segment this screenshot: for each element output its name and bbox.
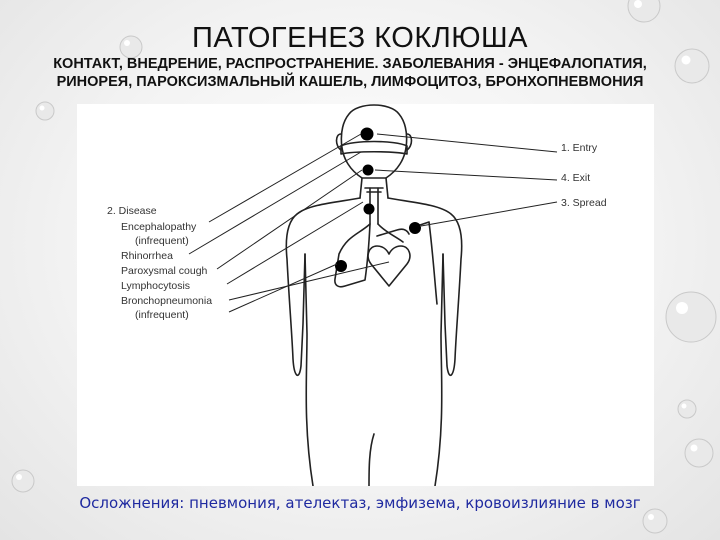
water-drop-decoration — [10, 468, 36, 494]
disease-item: Paroxysmal cough — [121, 265, 208, 277]
neck-outline — [360, 178, 362, 198]
water-drop-decoration — [624, 0, 664, 24]
step-spread-label: 3. Spread — [561, 197, 607, 209]
disease-heading: 2. Disease — [107, 205, 157, 217]
disease-leader-line — [229, 262, 389, 300]
heart — [368, 246, 410, 286]
body-outline-left — [286, 198, 360, 375]
water-drop-decoration — [676, 398, 698, 420]
marker-spread — [409, 222, 421, 234]
torso-outline — [305, 254, 313, 486]
disease-leader-line — [229, 264, 337, 312]
neck-outline — [386, 178, 388, 198]
disease-item: Encephalopathy — [121, 221, 197, 233]
body-outline-right — [388, 198, 462, 375]
slide-subtitle: КОНТАКТ, ВНЕДРЕНИЕ, РАСПРОСТРАНЕНИЕ. ЗАБОЛЕВАНИЯ - ЭНЦЕФАЛОПАТИЯ, РИНОРЕЯ, ПАРОКСИЗМАЛЬНЫЙ КАШЕЛЬ, ЛИМФОЦИТОЗ, БРОНХОПНЕВМОНИЯ — [53, 56, 647, 90]
spread-leader-line — [421, 202, 557, 226]
step-entry-label: 1. Entry — [561, 142, 598, 154]
disease-item: Bronchopneumonia — [121, 295, 213, 307]
spread-vessel — [417, 222, 437, 304]
body-diagram — [77, 104, 654, 486]
disease-leader-line — [189, 152, 361, 254]
disease-item: Rhinorrhea — [121, 250, 173, 262]
disease-item: Lymphocytosis — [121, 280, 191, 292]
entry-leader-line — [377, 134, 557, 152]
slide-title: ПАТОГЕНЕЗ КОКЛЮША — [192, 22, 528, 54]
larynx — [365, 188, 383, 192]
complications-caption: Осложнения: пневмония, ателектаз, эмфизема, кровоизлияние в мозг — [79, 494, 641, 512]
legs-outline — [369, 434, 374, 486]
face-mask-outline — [341, 142, 407, 155]
disease-item: (infrequent) — [135, 309, 189, 321]
disease-leader-line — [209, 134, 361, 222]
step-exit-label: 4. Exit — [561, 172, 591, 184]
exit-leader-line — [375, 170, 557, 180]
water-drop-decoration — [662, 288, 720, 346]
marker-mouth — [363, 165, 374, 176]
marker-trachea — [364, 204, 375, 215]
disease-item: (infrequent) — [135, 235, 189, 247]
water-drop-decoration — [682, 436, 716, 470]
right-bronchus — [378, 224, 403, 242]
marker-nasopharynx — [361, 128, 374, 141]
left-lung — [335, 224, 370, 287]
marker-lung — [335, 260, 347, 272]
disease-leader-line — [217, 170, 362, 269]
pathogenesis-figure — [77, 104, 654, 486]
